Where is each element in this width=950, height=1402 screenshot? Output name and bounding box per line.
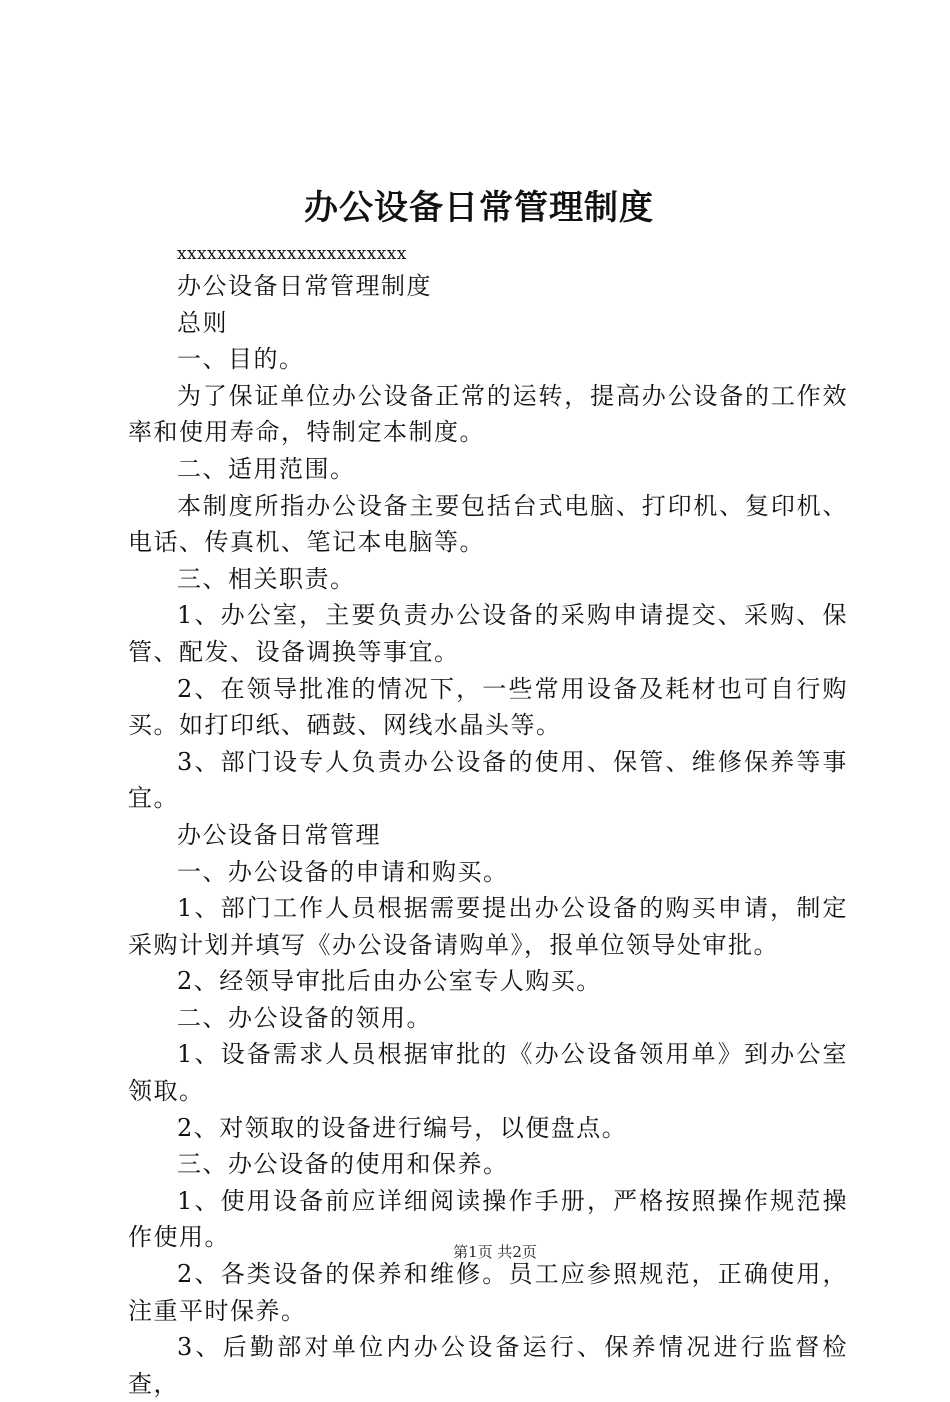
paragraph: 一、目的。 (177, 345, 305, 374)
paragraph: 1、使用设备前应详细阅读操作手册，严格按照操作规范操作使用。 (128, 1186, 848, 1252)
document-title: 办公设备日常管理制度 (304, 188, 654, 228)
document-body (128, 240, 848, 1402)
paragraph: 1、设备需求人员根据审批的《办公设备领用单》到办公室领取。 (128, 1040, 848, 1106)
paragraph: 一、办公设备的申请和购买。 (177, 857, 509, 886)
paragraph: xxxxxxxxxxxxxxxxxxxxxxx (177, 244, 407, 264)
paragraph: 2、经领导审批后由办公室专人购买。 (177, 967, 602, 996)
paragraph: 总则 (177, 308, 228, 337)
paragraph: 办公设备日常管理制度 (177, 272, 432, 300)
paragraph: 1、办公室，主要负责办公设备的采购申请提交、采购、保管、配发、设备调换等事宜。 (128, 601, 848, 666)
paragraph: 办公设备日常管理 (177, 820, 381, 849)
paragraph: 3、部门设专人负责办公设备的使用、保管、维修保养等事宜。 (128, 747, 848, 813)
paragraph: 2、各类设备的保养和维修。员工应参照规范，正确使用，注重平时保养。 (128, 1260, 848, 1325)
page-number-footer: 第1页 共2页 (453, 1243, 537, 1261)
paragraph: 二、适用范围。 (177, 454, 356, 483)
paragraph: 2、对领取的设备进行编号，以便盘点。 (177, 1113, 628, 1142)
paragraph: 3、后勤部对单位内办公设备运行、保养情况进行监督检查， (128, 1333, 848, 1398)
paragraph: 为了保证单位办公设备正常的运转，提高办公设备的工作效率和使用寿命，特制定本制度。 (128, 381, 848, 447)
paragraph: 三、相关职责。 (177, 564, 356, 593)
paragraph: 1、部门工作人员根据需要提出办公设备的购买申请，制定采购计划并填写《办公设备请购单》，报单位领导处审批。 (128, 894, 848, 959)
paragraph: 2、在领导批准的情况下，一些常用设备及耗材也可自行购买。如打印纸、硒鼓、网线水晶头等。 (128, 674, 848, 740)
paragraph: 三、办公设备的使用和保养。 (177, 1150, 509, 1179)
paragraph: 二、办公设备的领用。 (177, 1003, 432, 1032)
paragraph: 本制度所指办公设备主要包括台式电脑、打印机、复印机、电话、传真机、笔记本电脑等。 (128, 491, 848, 557)
